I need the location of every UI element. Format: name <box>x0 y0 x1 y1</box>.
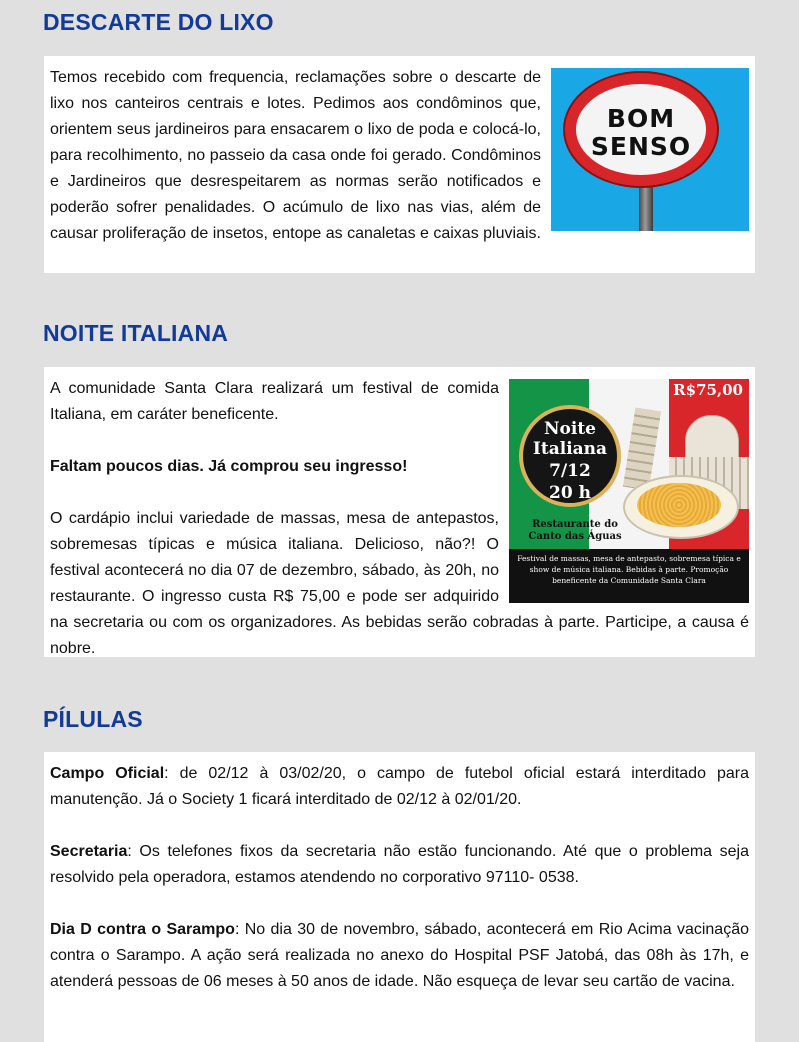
section-title-noite-italiana: NOITE ITALIANA <box>43 320 229 346</box>
noite-details: O cardápio inclui variedade de massas, mesa de antepastos, sobremesas típicas e música italiana. Delicioso, não?! O festival acontecerá no dia 07 de dezembro, sábado, às 20h, no restaurante. O ingresso custa R$ 75,00 e pode ser adquirido na secretaria ou com os organizadores. As bebidas serão cobradas à parte. Participe, a causa é nobre. <box>50 510 749 657</box>
poster-line-1: Noite <box>543 419 596 439</box>
sign-word-1: BOM <box>606 104 676 133</box>
section-title-pilulas: PÍLULAS <box>43 706 143 732</box>
pilula-label: Campo Oficial <box>50 765 165 782</box>
basilica-dome-icon <box>685 415 739 459</box>
pilulas-card <box>44 752 755 1042</box>
descarte-card <box>44 56 755 273</box>
pasta-icon <box>637 483 721 527</box>
sign-pole <box>639 186 653 231</box>
poster-line-2: Italiana <box>532 439 608 459</box>
pilula-item <box>50 917 749 995</box>
poster-line-4: 20 h <box>549 483 591 503</box>
noite-intro: A comunidade Santa Clara realizará um festival de comida Italiana, em caráter beneficente. <box>50 380 499 423</box>
poster-venue: Restaurante do Canto das Águas <box>528 519 622 542</box>
noite-italiana-card <box>44 367 755 657</box>
pilula-text: : de 02/12 à 03/02/20, o campo de futebol oficial estará interditado para manutenção. Já o Society 1 ficará interditado de 02/12 à 02/01/20. <box>50 765 750 808</box>
descarte-text: Temos recebido com frequencia, reclamações sobre o descarte de lixo nos canteiros centrais e lotes. Pedimos aos condôminos que, orientem seus jardineiros para ensacarem o lixo de poda e colocá-lo, para recolhimento, no passeio da casa onde foi gerado. Condôminos e Jardineiros que desrespeitarem as normas serão notificados e poderão sofrer penalidades. O acúmulo de lixo nas vias, além de causar proliferação de insetos, entope as canaletas e caixas pluviais. <box>50 69 541 242</box>
poster-footer: Festival de massas, mesa de antepasto, sobremesa típica e show de música italiana. Bebidas à parte. Promoção beneficente da Comunidade Santa Clara <box>517 554 741 585</box>
pilula-label: Dia D contra o Sarampo <box>50 921 235 938</box>
noite-italiana-poster <box>509 379 749 603</box>
section-title-descarte: DESCARTE DO LIXO <box>43 9 274 35</box>
pilula-text: : No dia 30 de novembro, sábado, acontecerá em Rio Acima vacinação contra o Sarampo. A ação será realizada no anexo do Hospital PSF Jatobá, das 08h às 17h, e atenderá pessoas de 06 meses à 50 anos de idade. Não esqueça de levar seu cartão de vacina. <box>50 921 750 990</box>
pilula-item <box>50 839 749 891</box>
pilula-label: Secretaria <box>50 843 128 860</box>
poster-price: R$75,00 <box>673 381 743 399</box>
pilula-text: : Os telefones fixos da secretaria não estão funcionando. Até que o problema seja resolvido pela operadora, estamos atendendo no corporativo 97110- 0538. <box>50 843 749 886</box>
pilula-item <box>50 761 749 813</box>
poster-line-3: 7/12 <box>549 461 591 481</box>
sign-word-2: SENSO <box>590 132 692 161</box>
bom-senso-image <box>551 68 749 231</box>
noite-highlight-text: Faltam poucos dias. Já comprou seu ingresso! <box>50 458 408 475</box>
